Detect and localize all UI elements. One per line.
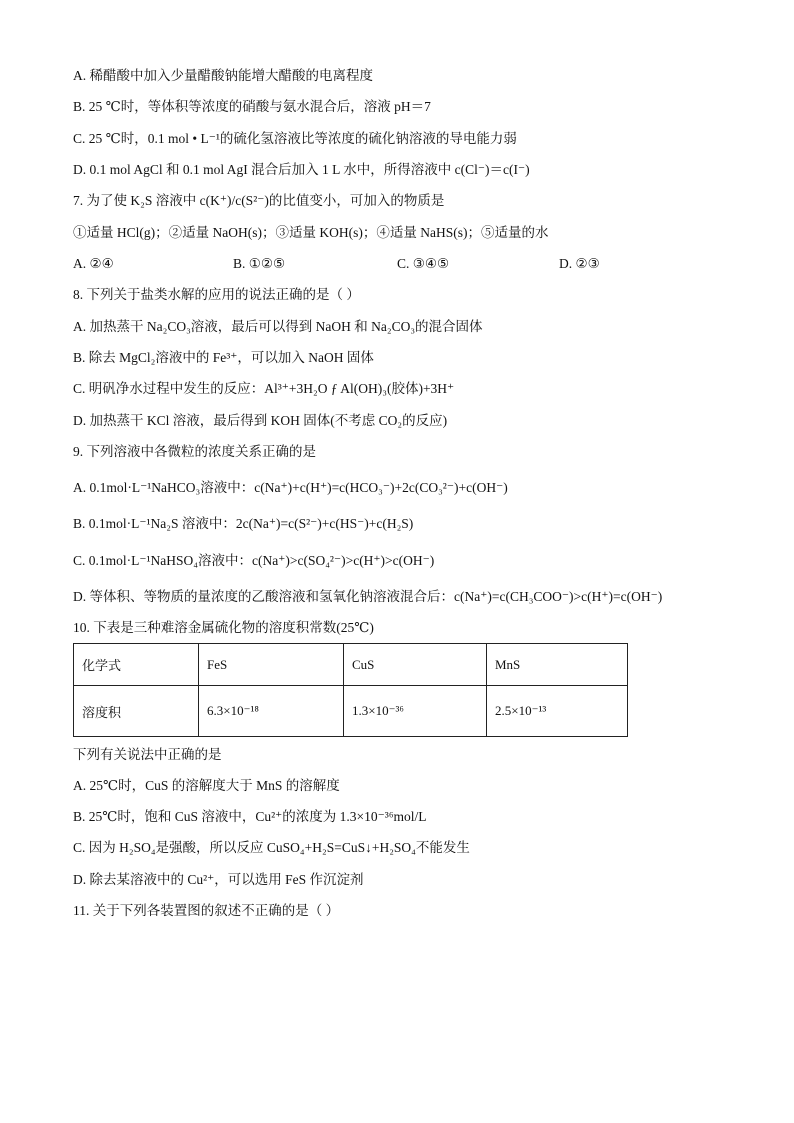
q9-option-a: A. 0.1mol·L⁻¹NaHCO₃溶液中：c(Na⁺)+c(H⁺)=c(HCO₃⁻)+2c(CO₃²⁻)+c(OH⁻)	[73, 480, 508, 495]
q9-stem: 9. 下列溶液中各微粒的浓度关系正确的是	[73, 444, 316, 459]
q8-option-d: D. 加热蒸干 KCl 溶液，最后得到 KOH 固体(不考虑 CO₂的反应)	[73, 413, 448, 428]
table-cell: 1.3×10⁻³⁶	[344, 686, 487, 737]
q8-option-c: C. 明矾净水过程中发生的反应：Al³⁺+3H₂O ƒ Al(OH)₃(胶体)+3H⁺	[73, 381, 455, 396]
q10-stem: 10. 下表是三种难溶金属硫化物的溶度积常数(25℃)	[73, 620, 374, 635]
q10-option-c: C. 因为 H₂SO₄是强酸，所以反应 CuSO₄+H₂S=CuS↓+H₂SO₄不能发生	[73, 840, 470, 855]
q10-option-d: D. 除去某溶液中的 Cu²⁺，可以选用 FeS 作沉淀剂	[73, 872, 364, 887]
table-row	[74, 686, 628, 737]
table-header-row	[74, 644, 628, 686]
q7-options	[73, 255, 633, 273]
q10-option-b: B. 25℃时，饱和 CuS 溶液中，Cu²⁺的浓度为 1.3×10⁻³⁶mol/L	[73, 809, 427, 824]
ksp-table	[73, 643, 628, 737]
q8-option-a: A. 加热蒸干 Na₂CO₃溶液，最后可以得到 NaOH 和 Na₂CO₃的混合固体	[73, 319, 483, 334]
q6-option-d: D. 0.1 mol AgCl 和 0.1 mol AgI 混合后加入 1 L 水中，所得溶液中 c(Cl⁻)＝c(I⁻)	[73, 162, 530, 177]
q9-option-b: B. 0.1mol·L⁻¹Na₂S 溶液中：2c(Na⁺)=c(S²⁻)+c(HS⁻)+c(H₂S)	[73, 516, 414, 531]
q6-option-a: A. 稀醋酸中加入少量醋酸钠能增大醋酸的电离程度	[73, 68, 373, 83]
q7-option-c: C. ③④⑤	[397, 256, 450, 271]
q9-option-d: D. 等体积、等物质的量浓度的乙酸溶液和氢氧化钠溶液混合后：c(Na⁺)=c(CH₃COO⁻)>c(H⁺)=c(OH⁻)	[73, 589, 663, 604]
table-cell: 2.5×10⁻¹³	[487, 686, 628, 737]
q6-option-b: B. 25 ℃时，等体积等浓度的硝酸与氨水混合后，溶液 pH＝7	[73, 99, 431, 114]
q10-lead: 下列有关说法中正确的是	[73, 747, 222, 762]
table-cell: 6.3×10⁻¹⁸	[199, 686, 344, 737]
table-cell: 溶度积	[74, 686, 199, 737]
q8-option-b: B. 除去 MgCl₂溶液中的 Fe³⁺，可以加入 NaOH 固体	[73, 350, 374, 365]
q9-option-c: C. 0.1mol·L⁻¹NaHSO₄溶液中：c(Na⁺)>c(SO₄²⁻)>c(H⁺)>c(OH⁻)	[73, 553, 435, 568]
q7-option-b: B. ①②⑤	[233, 256, 286, 271]
q7-substance-list: ①适量 HCl(g)；②适量 NaOH(s)；③适量 KOH(s)；④适量 NaHS(s)；⑤适量的水	[73, 225, 549, 240]
q11-stem: 11. 关于下列各装置图的叙述不正确的是（ ）	[73, 903, 340, 918]
q7-stem: 7. 为了使 K₂S 溶液中 c(K⁺)/c(S²⁻)的比值变小，可加入的物质是	[73, 193, 445, 208]
q7-option-a: A. ②④	[73, 256, 114, 271]
q7-option-d: D. ②③	[559, 256, 600, 271]
q8-stem: 8. 下列关于盐类水解的应用的说法正确的是（ ）	[73, 287, 360, 302]
q10-option-a: A. 25℃时，CuS 的溶解度大于 MnS 的溶解度	[73, 778, 340, 793]
table-cell: 化学式	[74, 644, 199, 686]
table-cell: FeS	[199, 644, 344, 686]
table-cell: CuS	[344, 644, 487, 686]
q6-option-c: C. 25 ℃时，0.1 mol • L⁻¹的硫化氢溶液比等浓度的硫化钠溶液的导电能力弱	[73, 131, 517, 146]
table-cell: MnS	[487, 644, 628, 686]
